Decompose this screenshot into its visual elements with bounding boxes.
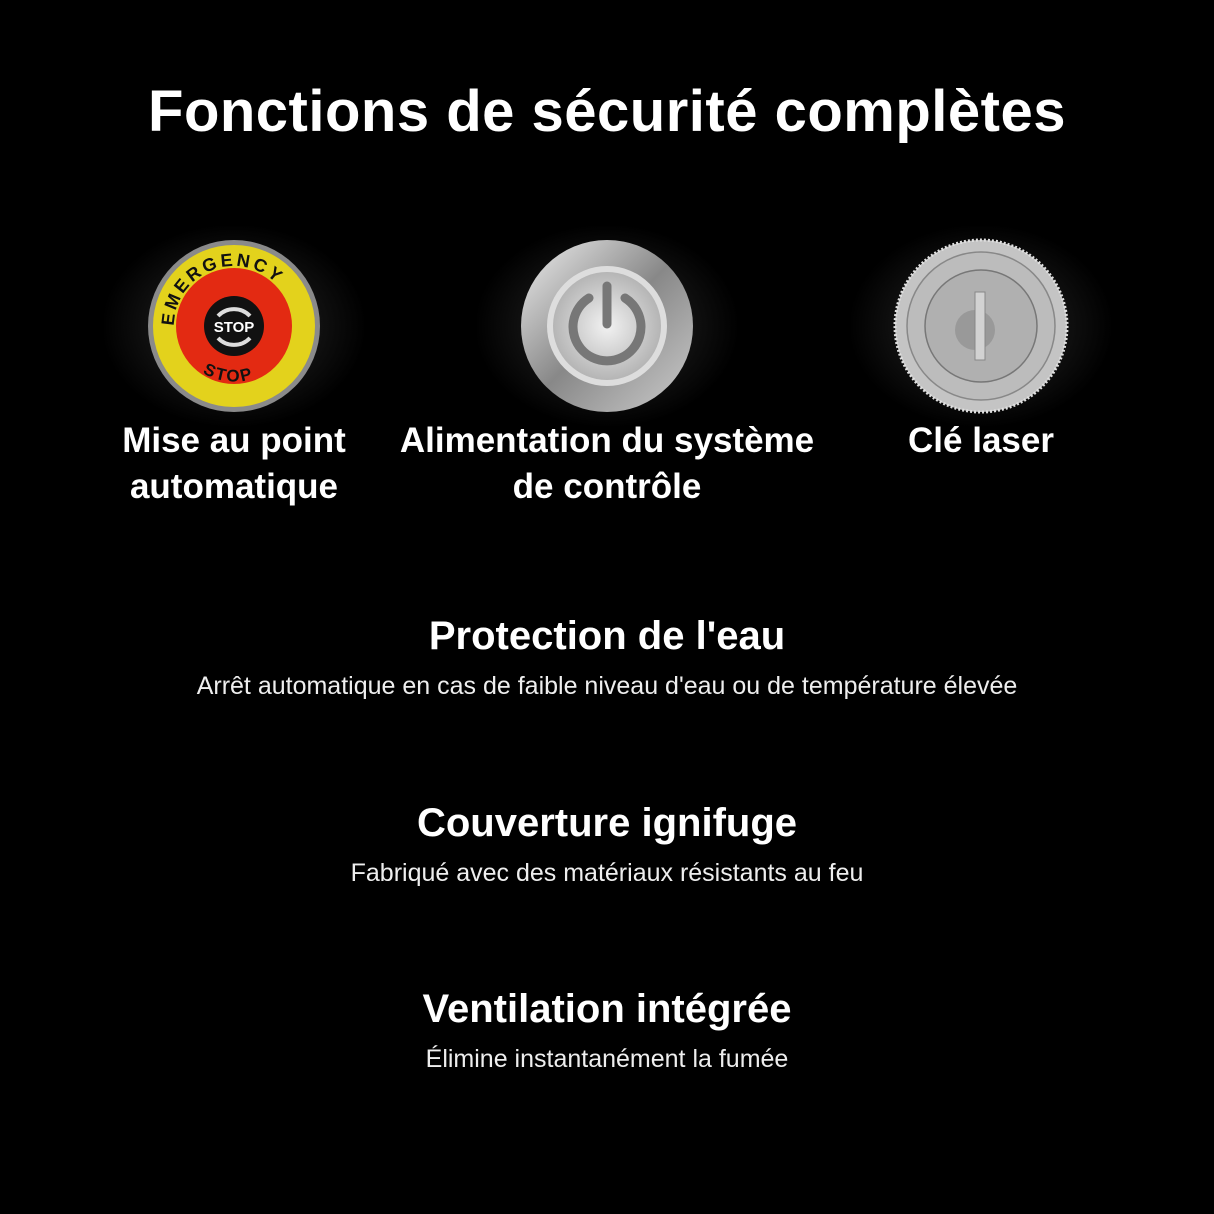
power-button-icon bbox=[519, 238, 695, 414]
svg-text:STOP: STOP bbox=[200, 359, 256, 386]
section-text: Fabriqué avec des matériaux résistants au feu bbox=[350, 859, 864, 887]
key-switch-icon bbox=[893, 238, 1069, 414]
section-heading: Ventilation intégrée bbox=[422, 987, 792, 1031]
section-heading: Protection de l'eau bbox=[428, 614, 786, 658]
svg-text:EMERGENCY: EMERGENCY bbox=[157, 249, 289, 327]
section-heading: Couverture ignifuge bbox=[416, 801, 798, 845]
feature-laser-key bbox=[771, 226, 1191, 464]
feature-label-line1: Alimentation du système bbox=[399, 421, 815, 460]
feature-power bbox=[397, 226, 817, 510]
section-text: Arrêt automatique en cas de faible niveau d'eau ou de température élevée bbox=[196, 672, 1018, 700]
svg-text:STOP: STOP bbox=[213, 319, 255, 336]
section-ventilation bbox=[0, 985, 1214, 1074]
page-title: Fonctions de sécurité complètes bbox=[148, 79, 1066, 144]
section-text: Élimine instantanément la fumée bbox=[425, 1045, 789, 1073]
feature-label-line1: Mise au point bbox=[122, 421, 346, 460]
section-fireproof-cover bbox=[0, 799, 1214, 888]
emergency-stop-icon bbox=[146, 238, 322, 414]
feature-emergency-stop bbox=[24, 226, 444, 510]
feature-label-line2: automatique bbox=[129, 467, 339, 506]
feature-label-line2: de contrôle bbox=[512, 467, 702, 506]
feature-label-line1: Clé laser bbox=[908, 421, 1054, 460]
section-water-protection bbox=[0, 612, 1214, 701]
